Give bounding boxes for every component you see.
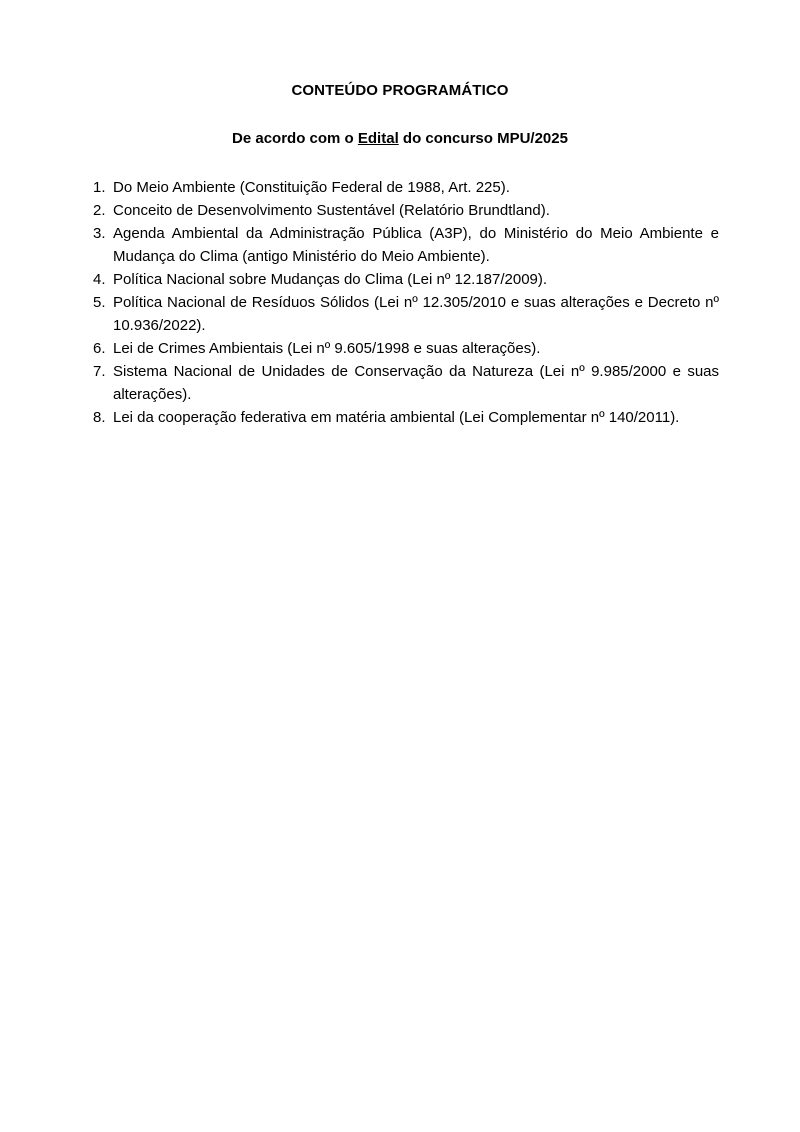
topic-item — [91, 199, 719, 222]
topic-number: 2. — [93, 202, 106, 219]
topic-text: Agenda Ambiental da Administração Pública (A3P), do Ministério do Meio Ambiente e Mudança do Clima (antigo Ministério do Meio Ambiente). — [113, 225, 719, 265]
topic-item — [91, 337, 719, 360]
document-subtitle — [0, 130, 800, 148]
topic-item — [91, 406, 719, 429]
topic-number: 7. — [93, 363, 106, 380]
edital-link[interactable]: Edital — [357, 130, 399, 147]
topic-text: Sistema Nacional de Unidades de Conservação da Natureza (Lei nº 9.985/2000 e suas alterações). — [113, 363, 719, 403]
document-title: CONTEÚDO PROGRAMÁTICO — [291, 82, 509, 99]
topic-item — [91, 360, 719, 406]
topic-number: 8. — [93, 409, 106, 426]
topic-number: 6. — [93, 340, 106, 357]
subtitle-after: do concurso MPU/2025 — [398, 130, 568, 147]
topic-text: Do Meio Ambiente (Constituição Federal de 1988, Art. 225). — [113, 179, 510, 196]
topic-number: 5. — [93, 294, 106, 311]
topic-number: 1. — [93, 179, 106, 196]
topic-text: Política Nacional de Resíduos Sólidos (Lei nº 12.305/2010 e suas alterações e Decreto nº 10.936/2022). — [113, 294, 719, 334]
topic-item — [91, 222, 719, 268]
topic-number: 4. — [93, 271, 106, 288]
topic-item — [91, 176, 719, 199]
topic-text: Lei de Crimes Ambientais (Lei nº 9.605/1998 e suas alterações). — [113, 340, 541, 357]
subtitle-before: De acordo com o — [232, 130, 358, 147]
topic-list — [91, 176, 719, 429]
topic-item — [91, 291, 719, 337]
topic-number: 3. — [93, 225, 106, 242]
topic-text: Lei da cooperação federativa em matéria ambiental (Lei Complementar nº 140/2011). — [113, 409, 680, 426]
topic-text: Política Nacional sobre Mudanças do Clima (Lei nº 12.187/2009). — [113, 271, 548, 288]
topic-item — [91, 268, 719, 291]
topic-text: Conceito de Desenvolvimento Sustentável (Relatório Brundtland). — [113, 202, 550, 219]
